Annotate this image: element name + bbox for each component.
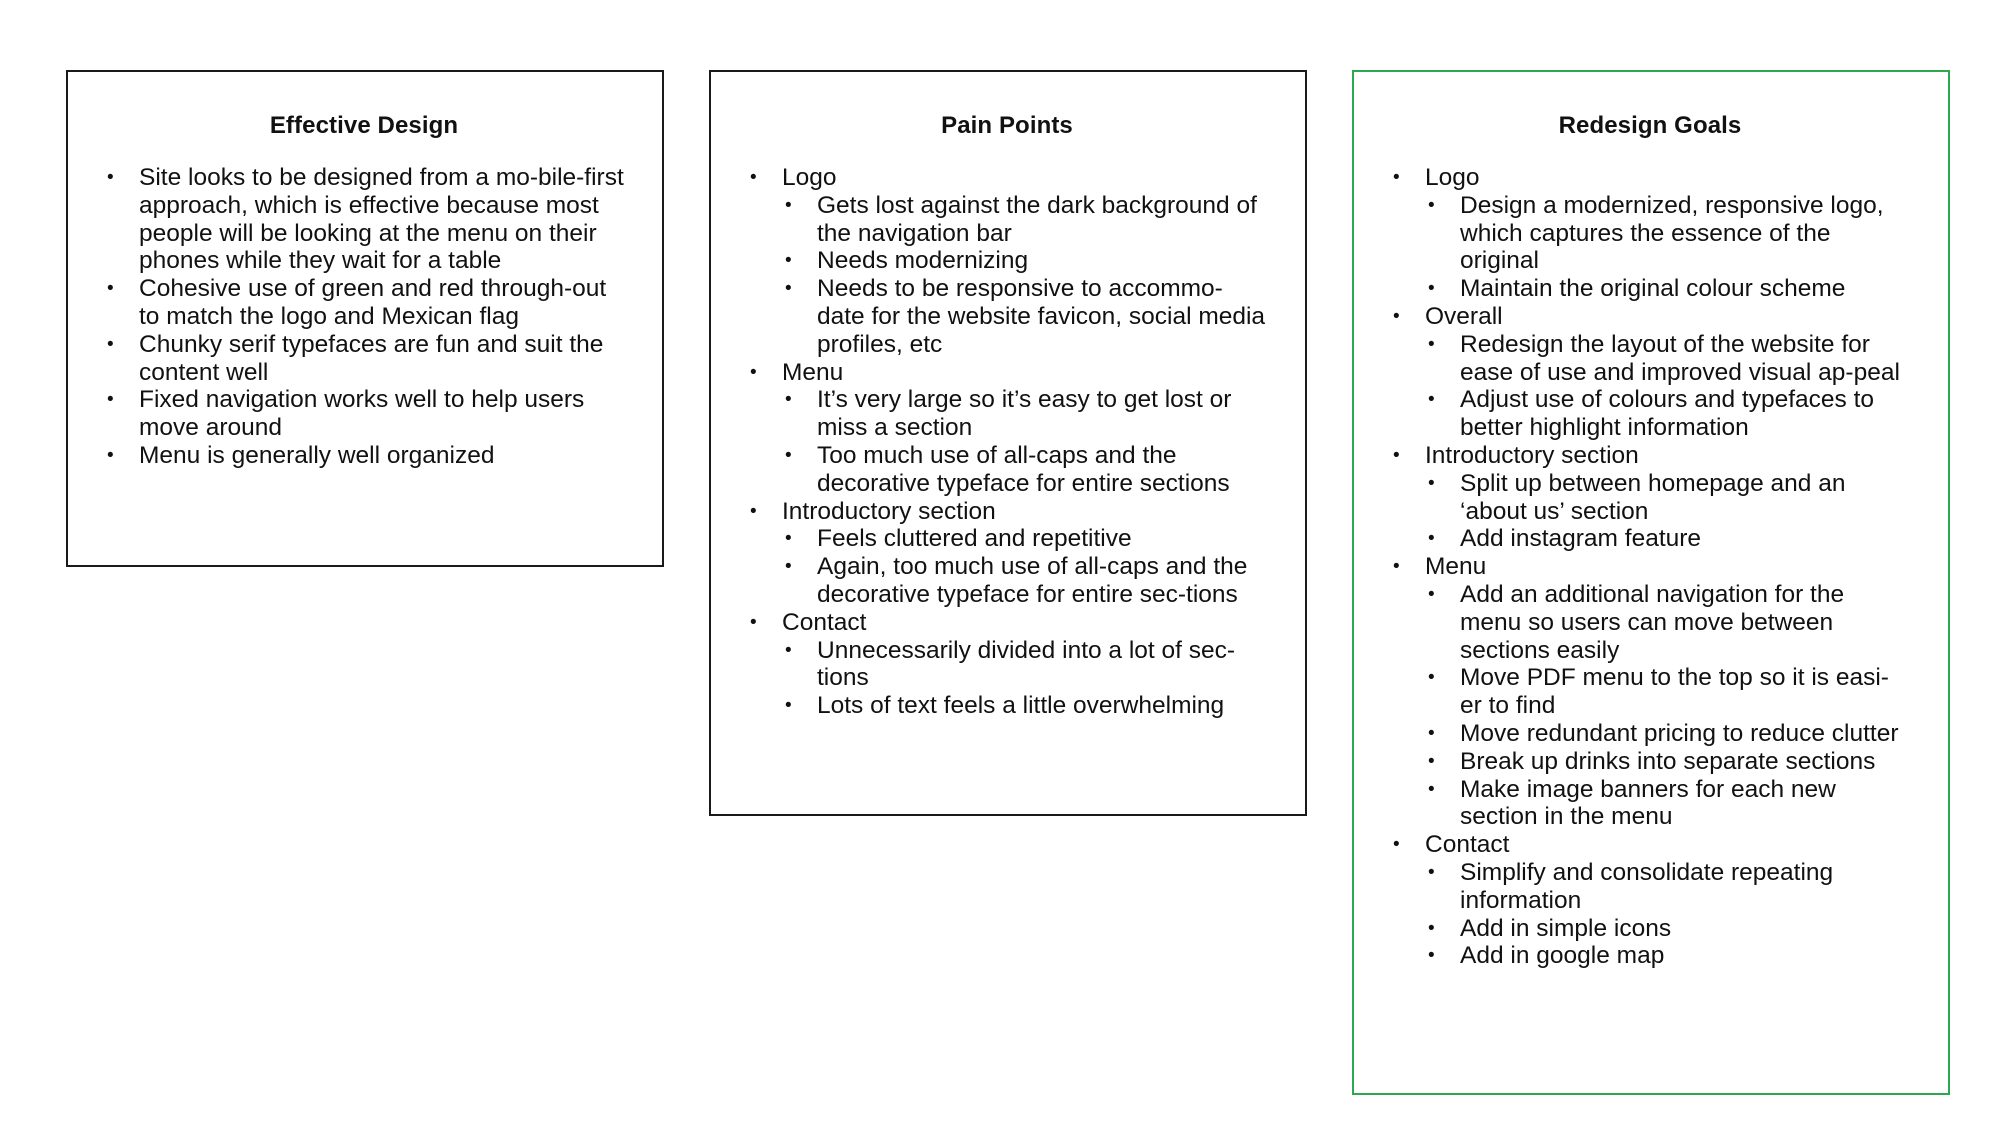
list-item: • Add instagram feature bbox=[1425, 525, 1910, 553]
group-item bbox=[747, 609, 1267, 720]
group-label: Logo bbox=[782, 164, 837, 191]
list-item: • Add an additional navigation for the menu so users can move between sections easily bbox=[1425, 581, 1910, 664]
list-item: • Menu is generally well organized bbox=[104, 442, 624, 470]
list-item: • It’s very large so it’s easy to get lost or miss a section bbox=[782, 386, 1267, 442]
group-item bbox=[1390, 164, 1910, 303]
redesign-goals-list bbox=[1390, 164, 1910, 970]
list-item: • Site looks to be designed from a mo-bile-first approach, which is effective because most people will be looking at the menu on their phones while they wait for a table bbox=[104, 164, 624, 275]
list-item: • Fixed navigation works well to help users move around bbox=[104, 386, 624, 442]
group-label: Introductory section bbox=[1425, 441, 1639, 469]
list-item: • Unnecessarily divided into a lot of sec-tions bbox=[782, 637, 1267, 693]
list-item: • Adjust use of colours and typefaces to better highlight information bbox=[1425, 386, 1910, 442]
pain-points-title: Pain Points bbox=[941, 112, 1073, 139]
list-item: • Add in simple icons bbox=[1425, 915, 1910, 943]
sub-list bbox=[782, 525, 1267, 608]
redesign-goals-panel bbox=[1352, 70, 1950, 1095]
list-item: • Too much use of all-caps and the decorative typeface for entire sections bbox=[782, 442, 1267, 498]
group-label: Menu bbox=[782, 358, 844, 386]
list-item: • Redesign the layout of the website for ease of use and improved visual ap-peal bbox=[1425, 331, 1910, 387]
pain-points-list bbox=[747, 164, 1267, 720]
list-item: • Move PDF menu to the top so it is easi-er to find bbox=[1425, 664, 1910, 720]
list-item: • Break up drinks into separate sections bbox=[1425, 748, 1910, 776]
group-item bbox=[1390, 553, 1910, 831]
sub-list bbox=[782, 637, 1267, 720]
sub-list bbox=[1425, 581, 1910, 831]
sub-list bbox=[1425, 859, 1910, 970]
group-label: Overall bbox=[1425, 302, 1503, 330]
group-item bbox=[747, 164, 1267, 359]
group-item bbox=[1390, 831, 1910, 970]
group-item bbox=[747, 498, 1267, 609]
list-item: • Again, too much use of all-caps and the decorative typeface for entire sec-tions bbox=[782, 553, 1267, 609]
effective-design-panel bbox=[66, 70, 664, 567]
effective-design-title: Effective Design bbox=[269, 112, 459, 139]
group-label: Menu bbox=[1425, 553, 1487, 581]
sub-list bbox=[1425, 331, 1910, 442]
list-item: • Lots of text feels a little overwhelming bbox=[782, 692, 1267, 720]
pain-points-panel bbox=[709, 70, 1307, 816]
group-label: Contact bbox=[1425, 831, 1510, 859]
list-item: • Chunky serif typefaces are fun and suit the content well bbox=[104, 331, 624, 387]
list-item: • Simplify and consolidate repeating information bbox=[1425, 859, 1910, 915]
effective-design-list bbox=[104, 164, 624, 470]
list-item: • Cohesive use of green and red through-out to match the logo and Mexican flag bbox=[104, 275, 624, 331]
group-item bbox=[1390, 303, 1910, 442]
list-item: • Add in google map bbox=[1425, 942, 1910, 970]
sub-list bbox=[1425, 192, 1910, 303]
group-label: Introductory section bbox=[782, 497, 996, 525]
list-item: • Move redundant pricing to reduce clutter bbox=[1425, 720, 1910, 748]
list-item: • Make image banners for each new section in the menu bbox=[1425, 776, 1910, 832]
group-item bbox=[1390, 442, 1910, 553]
sub-list bbox=[782, 192, 1267, 359]
list-item: • Gets lost against the dark background of the navigation bar bbox=[782, 192, 1267, 248]
list-item: • Maintain the original colour scheme bbox=[1425, 275, 1910, 303]
redesign-goals-title: Redesign Goals bbox=[1558, 112, 1742, 139]
group-item bbox=[747, 359, 1267, 498]
list-item: • Split up between homepage and an ‘about us’ section bbox=[1425, 470, 1910, 526]
group-label: Contact bbox=[782, 608, 867, 636]
sub-list bbox=[1425, 470, 1910, 553]
list-item: • Needs modernizing bbox=[782, 247, 1267, 275]
list-item: • Needs to be responsive to accommo-date for the website favicon, social media profiles, etc bbox=[782, 275, 1267, 358]
list-item: • Design a modernized, responsive logo, which captures the essence of the original bbox=[1425, 192, 1910, 275]
sub-list bbox=[782, 386, 1267, 497]
group-label: Logo bbox=[1425, 164, 1480, 191]
list-item: • Feels cluttered and repetitive bbox=[782, 525, 1267, 553]
